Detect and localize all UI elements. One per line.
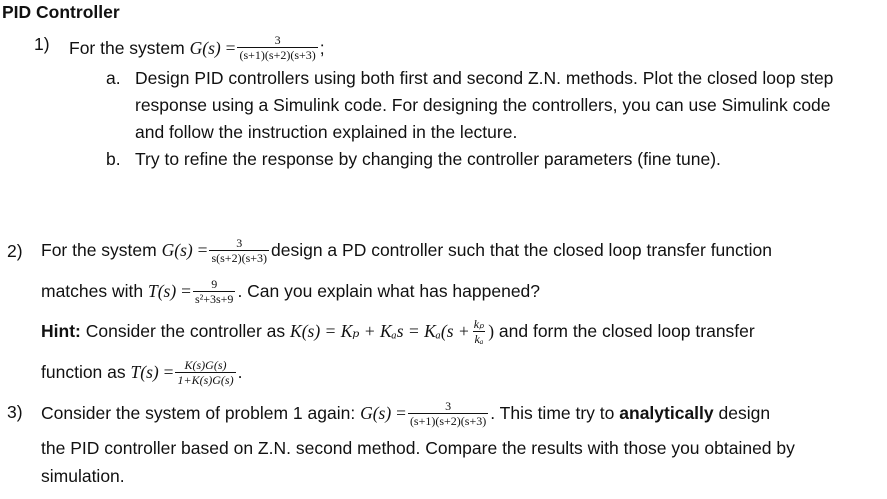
problem-2-hint: [41, 313, 755, 349]
problem-1a-line3: and follow the instruction explained in the lecture.: [135, 122, 518, 142]
problem-2-line4-start: function as: [41, 362, 126, 382]
problem-2-equals: =: [197, 240, 208, 260]
problem-1b-label: b.: [106, 149, 121, 169]
problem-1-equals: =: [225, 37, 236, 58]
problem-3-numerator: 3: [445, 398, 452, 413]
problem-3-text: Consider the system of problem 1 again:: [41, 403, 356, 423]
problem-2-gs: G(s): [161, 240, 193, 260]
problem-2-fraction: [209, 236, 269, 265]
problem-1-text: For the system: [69, 37, 185, 58]
closed-loop-denominator: 1+K(s)G(s): [177, 372, 234, 387]
problem-2-target-fraction: [193, 277, 235, 306]
problem-1-end: ;: [319, 37, 325, 58]
problem-3-after-pre: . This time try to: [490, 403, 615, 423]
hint-text: Consider the controller as: [85, 321, 286, 341]
problem-1-fraction: [237, 33, 317, 62]
problem-3-statement: [41, 395, 770, 431]
problem-2-target-numerator: 9: [211, 276, 218, 291]
problem-2-text: For the system: [41, 240, 157, 260]
closed-loop-fraction: [175, 358, 235, 387]
problem-2-denominator: s(s+2)(s+3): [211, 250, 267, 265]
problem-2-line4: function as T(s) = $\frac{K(s)G(s)}{1+K(s)G(s)}$ .: [41, 357, 243, 387]
problem-1a-line2: response using a Simulink code. For designing the controllers, you can use Simulink code: [135, 95, 831, 115]
problem-2-target-denominator: s²+3s+9: [194, 291, 234, 306]
problem-2-numerator: 3: [236, 235, 243, 250]
hint-fraction-denominator: kₐ: [474, 331, 484, 346]
problem-1-numerator: 3: [274, 33, 281, 47]
problem-1a-line1: Design PID controllers using both first and second Z.N. methods. Plot the closed loop step: [135, 68, 834, 88]
problem-1b-line1: Try to refine the response by changing the controller parameters (fine tune).: [135, 149, 721, 169]
problem-3-line3: simulation.: [41, 466, 125, 486]
problem-3-fraction: [408, 399, 488, 428]
problem-3-number: 3): [7, 402, 23, 422]
problem-3-gs: G(s): [360, 403, 392, 423]
problem-2-line2: matches with T(s) = $\frac{9}{\text{s²+3s+9}}$ . Can you explain what has happened?: [41, 276, 541, 306]
problem-2-number: 2): [7, 241, 23, 261]
hint-close-paren: ): [488, 321, 495, 341]
problem-3-denominator: (s+1)(s+2)(s+3): [409, 413, 487, 428]
closed-loop-numerator: K(s)G(s): [184, 357, 227, 372]
page-title: PID Controller: [2, 2, 120, 22]
problem-3-after-bold: analytically: [619, 403, 714, 423]
problem-2-line2-start: matches with: [41, 281, 144, 301]
problem-2-statement: [41, 232, 772, 268]
problem-3-line2: the PID controller based on Z.N. second method. Compare the results with those you obtained by: [41, 438, 795, 458]
problem-2-line4-end: .: [237, 362, 243, 382]
hint-end: and form the closed loop transfer: [498, 321, 755, 341]
problem-2-ts: T(s): [148, 281, 177, 301]
problem-2-line2-end: . Can you explain what has happened?: [237, 281, 541, 301]
problem-2-cl-lhs: T(s): [130, 362, 159, 382]
problem-1-statement: [69, 33, 325, 62]
problem-1-gs: G(s): [189, 37, 221, 58]
problem-3-equals: =: [396, 403, 406, 423]
problem-2-after: design a PD controller such that the closed loop transfer function: [271, 240, 772, 260]
hint-fraction: [472, 317, 486, 346]
problem-1-number: 1): [34, 34, 50, 54]
problem-3-after-post: design: [718, 403, 771, 423]
hint-label: Hint:: [41, 321, 81, 341]
hint-fraction-numerator: kₚ: [473, 316, 485, 331]
hint-equation: K(s) = Kₚ + Kₐs = Kₐ(s +: [290, 321, 470, 341]
problem-1a-label: a.: [106, 68, 121, 88]
problem-1-denominator: (s+1)(s+2)(s+3): [239, 48, 316, 62]
